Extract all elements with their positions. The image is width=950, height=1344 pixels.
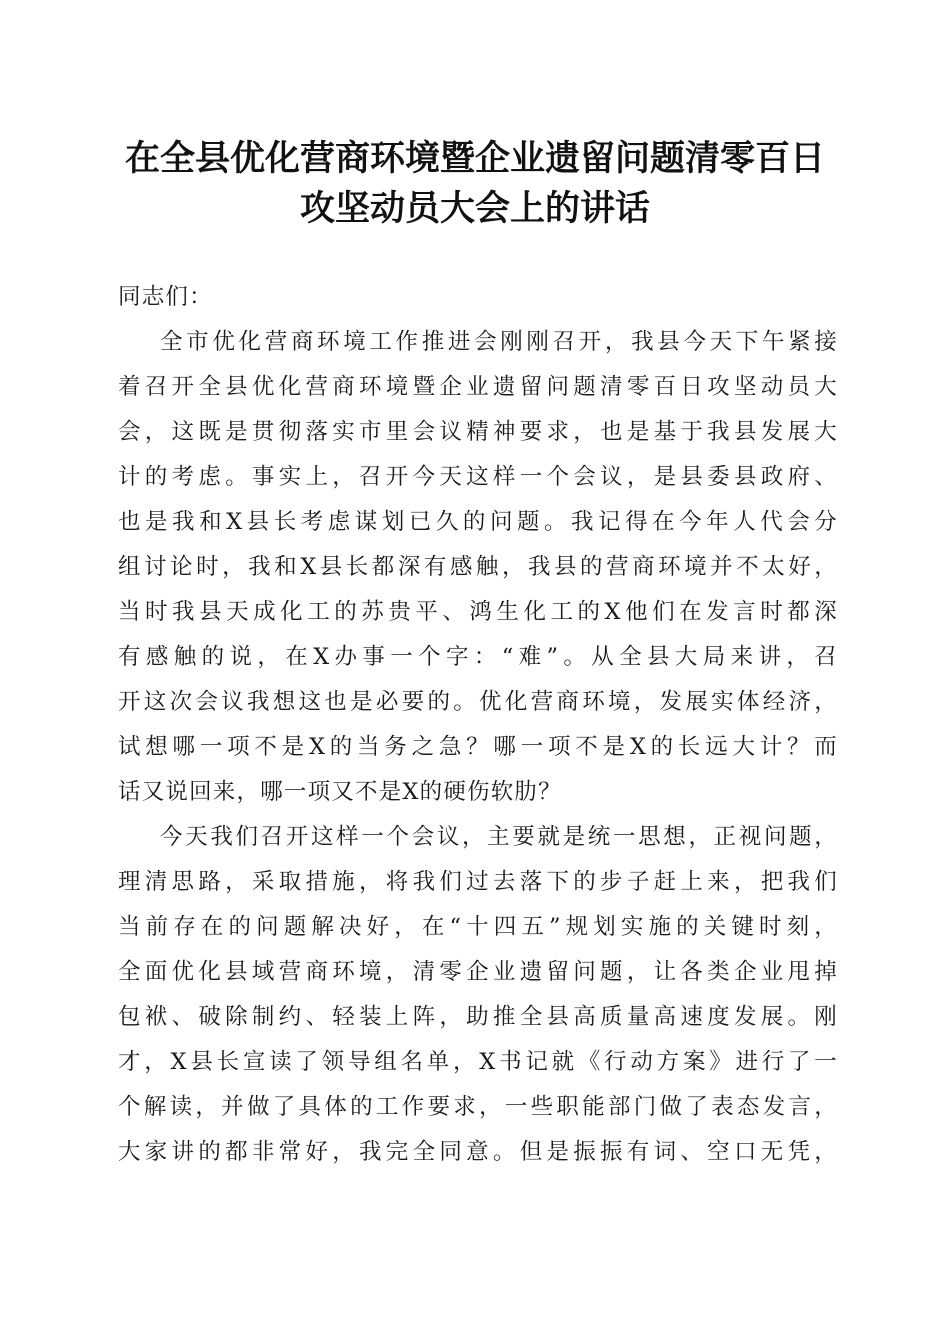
paragraph-1-line: 当时我县天成化工的苏贵平、鸿生化工的X他们在发言时都深 bbox=[118, 599, 838, 625]
paragraph-1-line: 开这次会议我想这也是必要的。优化营商环境，发展实体经济， bbox=[118, 689, 838, 715]
paragraph-2-line: 才，X县长宣读了领导组名单，X书记就《行动方案》进行了一 bbox=[118, 1049, 838, 1075]
paragraph-1-line: 也是我和X县长考虑谋划已久的问题。我记得在今年人代会分 bbox=[118, 509, 838, 535]
paragraph-2-line: 全面优化县域营商环境，清零企业遗留问题，让各类企业甩掉 bbox=[118, 959, 838, 985]
paragraph-1-line: 有感触的说，在X办事一个字：“难”。从全县大局来讲，召 bbox=[118, 644, 838, 670]
paragraph-1-line: 全市优化营商环境工作推进会刚刚召开，我县今天下午紧接 bbox=[160, 329, 838, 355]
paragraph-2-line: 大家讲的都非常好，我完全同意。但是振振有词、空口无凭， bbox=[118, 1139, 838, 1165]
paragraph-1-line: 计的考虑。事实上，召开今天这样一个会议，是县委县政府、 bbox=[118, 464, 838, 490]
document-title-line-1: 在全县优化营商环境暨企业遗留问题清零百日 bbox=[124, 138, 825, 179]
paragraph-1-line: 试想哪一项不是X的当务之急？哪一项不是X的长远大计？而 bbox=[118, 734, 838, 760]
document-title-line-2: 攻坚动员大会上的讲话 bbox=[299, 188, 650, 229]
salutation: 同志们： bbox=[118, 284, 213, 310]
paragraph-2-line: 个解读，并做了具体的工作要求，一些职能部门做了表态发言， bbox=[118, 1094, 838, 1120]
paragraph-2-line: 包袱、破除制约、轻装上阵，助推全县高质量高速度发展。刚 bbox=[118, 1004, 838, 1030]
paragraph-1-line: 话又说回来，哪一项又不是X的硬伤软肋？ bbox=[118, 779, 562, 805]
paragraph-1-line: 着召开全县优化营商环境暨企业遗留问题清零百日攻坚动员大 bbox=[118, 374, 838, 400]
paragraph-2-line: 今天我们召开这样一个会议，主要就是统一思想，正视问题， bbox=[160, 824, 838, 850]
paragraph-2-line: 当前存在的问题解决好，在“十四五”规划实施的关键时刻， bbox=[118, 914, 838, 940]
paragraph-1-line: 会，这既是贯彻落实市里会议精神要求，也是基于我县发展大 bbox=[118, 419, 838, 445]
paragraph-1-line: 组讨论时，我和X县长都深有感触，我县的营商环境并不太好， bbox=[118, 554, 838, 580]
paragraph-2-line: 理清思路，采取措施，将我们过去落下的步子赶上来，把我们 bbox=[118, 869, 838, 895]
